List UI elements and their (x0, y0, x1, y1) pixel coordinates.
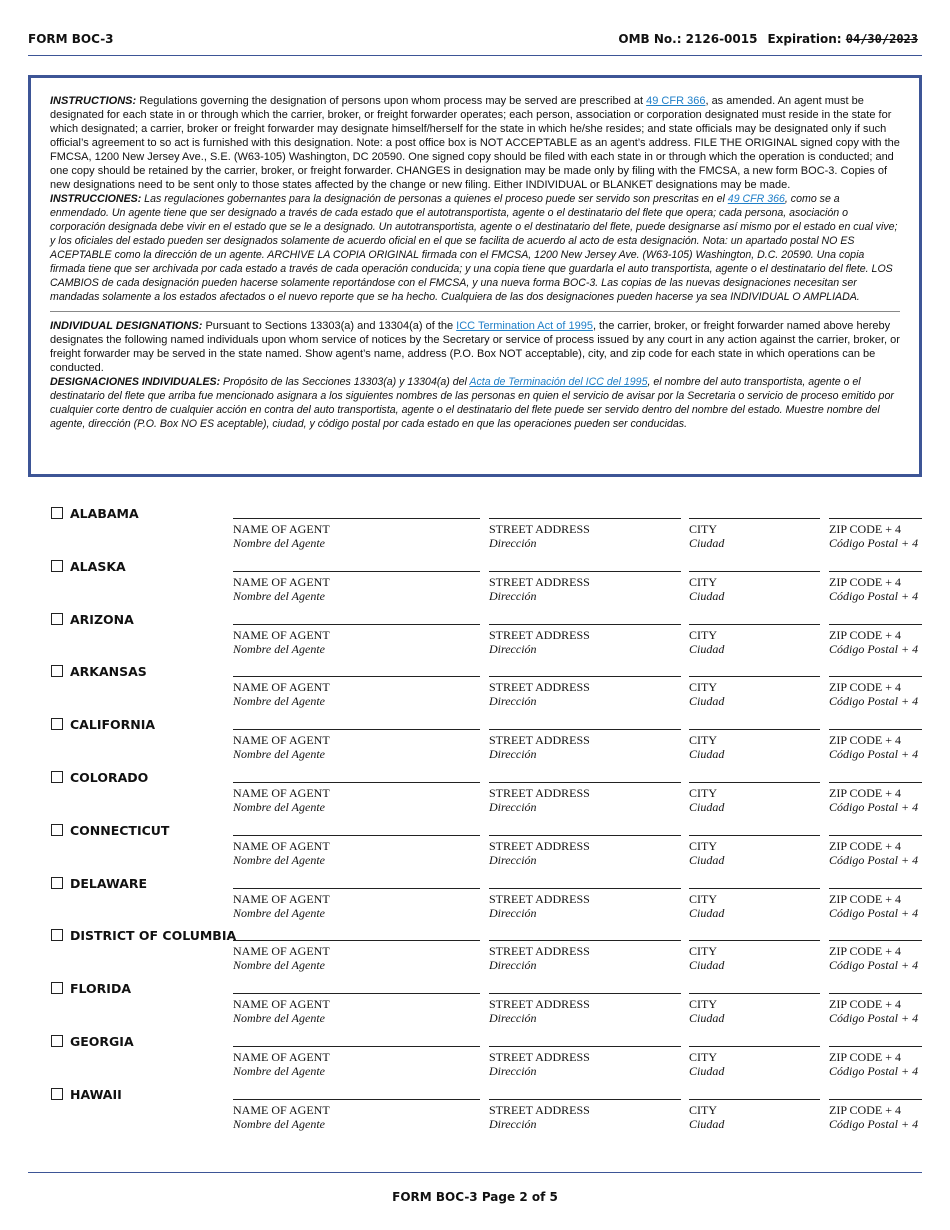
field-label: ZIP CODE + 4 (829, 733, 901, 748)
cfr-link[interactable]: 49 CFR 366 (646, 95, 706, 107)
instructions-en-text-cont: , as amended. An agent must be designated for each state in or through which the carrier, broker, or freight forwarder operates; each person, association or corporation designated must reside in the state for which designated; a carrier, broker or freight forwarder may designate himself/herself for the state in which he/she resides; and state officials may be designated only if such official’s agreement to so act is furnished with this designation. Note: a post office box is NOT ACCEPTABLE as an agent’s address. FILE THE ORIGINAL signed copy with the FMCSA, 1200 New Jersey Ave., S.E. (W63-105) Washington, DC 20590. One signed copy should be filed with each state in or through which the operation is conducted; and one copy should be retained by the carrier, broker, or freight forwarder. CHANGES in designation may be made only by filing with the FMCSA, a new form BOC-3. Copies of new designations need to be sent only to those states affected by the change or new filing. Either INDIVIDUAL or BLANKET designations may be made. (50, 95, 900, 191)
city-field[interactable] (689, 1046, 820, 1078)
field-label: CITY (689, 997, 717, 1012)
state-label: FLORIDA (70, 981, 132, 997)
state-checkbox[interactable] (51, 929, 63, 941)
field-label-es: Ciudad (689, 958, 725, 973)
zip-code-field[interactable] (829, 1099, 922, 1131)
page-header (28, 30, 922, 56)
street-address-field[interactable] (489, 676, 681, 708)
state-checkbox[interactable] (51, 613, 63, 625)
field-label-es: Dirección (489, 905, 537, 920)
zip-code-field[interactable] (829, 888, 922, 920)
street-address-field[interactable] (489, 940, 681, 972)
state-checkbox[interactable] (51, 824, 63, 836)
street-address-field[interactable] (489, 729, 681, 761)
agent-name-field[interactable] (233, 624, 480, 656)
agent-name-field[interactable] (233, 782, 480, 814)
field-label: STREET ADDRESS (489, 733, 590, 748)
state-row (28, 819, 922, 872)
state-checkbox[interactable] (51, 1035, 63, 1047)
state-row (28, 660, 922, 713)
instructions-es-heading: INSTRUCCIONES: (50, 193, 142, 205)
field-label: ZIP CODE + 4 (829, 1049, 901, 1064)
field-label-es: Dirección (489, 747, 537, 762)
state-label: ALABAMA (70, 506, 139, 521)
field-label-es: Ciudad (689, 1116, 725, 1131)
field-label: ZIP CODE + 4 (829, 522, 901, 536)
field-label-es: Código Postal + 4 (829, 747, 919, 762)
field-label-es: Dirección (489, 641, 537, 656)
street-address-field[interactable] (489, 1099, 681, 1131)
agent-name-field[interactable] (233, 1099, 480, 1131)
field-label: NAME OF AGENT (233, 574, 330, 589)
field-label: STREET ADDRESS (489, 627, 590, 642)
state-row (28, 502, 922, 555)
field-label: NAME OF AGENT (233, 1102, 330, 1117)
field-label: STREET ADDRESS (489, 1049, 590, 1064)
field-label-es: Dirección (489, 536, 537, 550)
instructions-box (28, 75, 922, 477)
individual-en (50, 319, 900, 375)
city-field[interactable] (689, 624, 820, 656)
state-checkbox[interactable] (51, 982, 63, 994)
city-field[interactable] (689, 1099, 820, 1131)
field-label: NAME OF AGENT (233, 680, 330, 695)
field-label: STREET ADDRESS (489, 680, 590, 695)
agent-name-field[interactable] (233, 888, 480, 920)
street-address-field[interactable] (489, 782, 681, 814)
instructions-en (50, 94, 900, 192)
field-label: ZIP CODE + 4 (829, 997, 901, 1012)
field-label-es: Nombre del Agente (233, 1063, 325, 1078)
city-field[interactable] (689, 993, 820, 1025)
field-label-es: Código Postal + 4 (829, 852, 919, 867)
field-label-es: Dirección (489, 799, 537, 814)
state-row (28, 1083, 922, 1136)
field-label: CITY (689, 1102, 717, 1117)
individual-es-heading: DESIGNACIONES INDIVIDUALES: (50, 376, 221, 388)
field-label: NAME OF AGENT (233, 785, 330, 800)
field-label: CITY (689, 733, 717, 748)
state-checkbox[interactable] (51, 560, 63, 572)
omb-expiration (618, 32, 918, 46)
field-label: ZIP CODE + 4 (829, 574, 901, 589)
state-label: ARKANSAS (70, 664, 147, 680)
field-label-es: Código Postal + 4 (829, 1116, 919, 1131)
agent-name-field[interactable] (233, 518, 480, 550)
state-checkbox[interactable] (51, 1088, 63, 1100)
field-label: STREET ADDRESS (489, 838, 590, 853)
field-label: CITY (689, 574, 717, 589)
field-label-es: Ciudad (689, 799, 725, 814)
zip-code-field[interactable] (829, 782, 922, 814)
state-label: DELAWARE (70, 875, 148, 891)
individual-es (50, 375, 900, 431)
field-label: STREET ADDRESS (489, 891, 590, 906)
field-label-es: Nombre del Agente (233, 536, 325, 550)
agent-name-field[interactable] (233, 1046, 480, 1078)
state-label: COLORADO (70, 769, 149, 785)
city-field[interactable] (689, 835, 820, 867)
field-label: NAME OF AGENT (233, 944, 330, 959)
field-label-es: Ciudad (689, 694, 725, 709)
page-footer: FORM BOC-3 Page 2 of 5 (392, 1190, 558, 1204)
field-label-es: Dirección (489, 1116, 537, 1131)
instructions-es-text-cont: , como se a enmendado. Un agente tiene que ser designado a través de cada estado que el autotransportista, agente o el destinatario del flete que opera; cada persona, asociación o corporación designada debe vivir en el estado que se le a designado. Un autotransportista, agente o el destinatario del flete, puede designarse así mismo por el estado en cual vive; y los oficiales del estado pueden ser designados solamente de acuerdo oficial en el que se facilita de acuerdo al acto de esta designación. Nota: un apartado postal NO ES ACEPTABLE como la dirección de un agente. ARCHIVE LA COPIA ORIGINAL firmada con el FMCSA, 1200 New Jersey Ave. (W63-105) Washington, D.C. 20590. Una copia firmada tiene que ser archivada por cada estado a través de cada operación conducida; y una copia tiene que guardarla el auto transportista, agente o el destinatario del flete. LOS CAMBIOS de cada designación pueden hacerse solamente reportándose con el FMCSA, y una nueva forma BOC-3. Las copias de las nuevas designaciones necesitan ser mandadas solamente a los estados afectados o el nuevo reporte que se ha hecho. Cualquiera de las dos designaciones pueden hacerse ya sea INDIVIDUAL O AMPLIADA. (50, 193, 898, 303)
field-label: ZIP CODE + 4 (829, 891, 901, 906)
city-field[interactable] (689, 676, 820, 708)
field-label-es: Dirección (489, 1011, 537, 1026)
zip-code-field[interactable] (829, 729, 922, 761)
field-label: NAME OF AGENT (233, 733, 330, 748)
icc-act-link[interactable]: ICC Termination Act of 1995 (456, 320, 593, 332)
field-label: NAME OF AGENT (233, 627, 330, 642)
expiration-date: 04/30/2023 (845, 32, 918, 46)
field-label: CITY (689, 891, 717, 906)
state-label: GEORGIA (70, 1033, 134, 1049)
field-label: CITY (689, 522, 717, 536)
state-checkbox[interactable] (51, 665, 63, 677)
field-label: ZIP CODE + 4 (829, 1102, 901, 1117)
field-label-es: Dirección (489, 588, 537, 603)
zip-code-field[interactable] (829, 624, 922, 656)
city-field[interactable] (689, 782, 820, 814)
city-field[interactable] (689, 729, 820, 761)
field-label-es: Ciudad (689, 1011, 725, 1026)
individual-en-heading: INDIVIDUAL DESIGNATIONS: (50, 320, 203, 332)
state-row (28, 1030, 922, 1083)
field-label-es: Nombre del Agente (233, 747, 325, 762)
state-row (28, 977, 922, 1030)
field-label: STREET ADDRESS (489, 997, 590, 1012)
state-checkbox[interactable] (51, 718, 63, 730)
form-id: FORM BOC-3 (28, 32, 114, 46)
state-row (28, 766, 922, 819)
field-label: ZIP CODE + 4 (829, 627, 901, 642)
street-address-field[interactable] (489, 1046, 681, 1078)
omb-number: OMB No.: 2126-0015 (618, 32, 758, 46)
field-label-es: Nombre del Agente (233, 905, 325, 920)
state-row (28, 608, 922, 661)
state-checkbox[interactable] (51, 877, 63, 889)
street-address-field[interactable] (489, 993, 681, 1025)
state-label: CALIFORNIA (70, 717, 156, 733)
field-label-es: Nombre del Agente (233, 958, 325, 973)
state-label: HAWAII (70, 1086, 122, 1102)
field-label: ZIP CODE + 4 (829, 785, 901, 800)
zip-code-field[interactable] (829, 518, 922, 550)
field-label-es: Nombre del Agente (233, 799, 325, 814)
expiration-label: Expiration: (767, 32, 842, 46)
agent-name-field[interactable] (233, 993, 480, 1025)
field-label-es: Ciudad (689, 852, 725, 867)
field-label: NAME OF AGENT (233, 891, 330, 906)
field-label: CITY (689, 944, 717, 959)
field-label: CITY (689, 785, 717, 800)
icc-act-link-es[interactable]: Acta de Terminación del ICC del 1995 (469, 376, 648, 388)
field-label: NAME OF AGENT (233, 522, 330, 536)
instructions-en-heading: INSTRUCTIONS: (50, 95, 137, 107)
state-label: DISTRICT OF COLUMBIA (70, 928, 237, 944)
zip-code-field[interactable] (829, 940, 922, 972)
cfr-link-es[interactable]: 49 CFR 366 (727, 193, 785, 205)
field-label-es: Dirección (489, 958, 537, 973)
street-address-field[interactable] (489, 888, 681, 920)
field-label-es: Ciudad (689, 588, 725, 603)
zip-code-field[interactable] (829, 1046, 922, 1078)
state-label: CONNECTICUT (70, 822, 170, 838)
field-label-es: Código Postal + 4 (829, 958, 919, 973)
street-address-field[interactable] (489, 835, 681, 867)
field-label-es: Ciudad (689, 1063, 725, 1078)
instructions-es (50, 192, 900, 304)
individual-es-text-cont: , el nombre del auto transportista, agente o el destinatario del flete que arriba fue mencionado asignara a los siguientes nombres de las personas en quien el servicio de avisar por la Secretaria o servicio de proceso emitido por cualquier corte dentro de cualquier acción en contra del auto transportista, agente o el destinatario del flete puede ser servido dentro del nombre del estado. Muestre nombre del agente, dirección (P.O. Box NO ES aceptable), ciudad, y código postal por cada estado en que las operaciones pueden ser conducidas. (50, 376, 894, 430)
city-field[interactable] (689, 571, 820, 603)
field-label-es: Nombre del Agente (233, 852, 325, 867)
field-label-es: Código Postal + 4 (829, 1063, 919, 1078)
field-label-es: Código Postal + 4 (829, 588, 919, 603)
state-checkbox[interactable] (51, 771, 63, 783)
divider (50, 311, 900, 312)
field-label-es: Nombre del Agente (233, 694, 325, 709)
field-label: STREET ADDRESS (489, 785, 590, 800)
agent-name-field[interactable] (233, 571, 480, 603)
field-label-es: Código Postal + 4 (829, 1011, 919, 1026)
state-label: ARIZONA (70, 611, 134, 627)
field-label: STREET ADDRESS (489, 522, 590, 536)
field-label: NAME OF AGENT (233, 1049, 330, 1064)
field-label-es: Nombre del Agente (233, 1116, 325, 1131)
field-label: ZIP CODE + 4 (829, 680, 901, 695)
field-label: NAME OF AGENT (233, 838, 330, 853)
state-row (28, 713, 922, 766)
city-field[interactable] (689, 940, 820, 972)
field-label-es: Código Postal + 4 (829, 694, 919, 709)
field-label-es: Ciudad (689, 641, 725, 656)
state-label: ALASKA (70, 558, 126, 574)
footer-rule (28, 1172, 922, 1173)
field-label: NAME OF AGENT (233, 997, 330, 1012)
field-label-es: Dirección (489, 1063, 537, 1078)
field-label-es: Ciudad (689, 905, 725, 920)
zip-code-field[interactable] (829, 676, 922, 708)
individual-es-text: Propósito de las Secciones 13303(a) y 13304(a) del (220, 376, 470, 388)
field-label-es: Código Postal + 4 (829, 641, 919, 656)
state-row (28, 872, 922, 925)
state-row (28, 924, 922, 977)
field-label: STREET ADDRESS (489, 1102, 590, 1117)
agent-name-field[interactable] (233, 729, 480, 761)
field-label-es: Código Postal + 4 (829, 905, 919, 920)
field-label-es: Ciudad (689, 747, 725, 762)
field-label: STREET ADDRESS (489, 574, 590, 589)
city-field[interactable] (689, 518, 820, 550)
field-label-es: Dirección (489, 852, 537, 867)
field-label-es: Ciudad (689, 536, 725, 550)
city-field[interactable] (689, 888, 820, 920)
field-label: CITY (689, 680, 717, 695)
field-label: CITY (689, 838, 717, 853)
field-label-es: Dirección (489, 694, 537, 709)
agent-name-field[interactable] (233, 835, 480, 867)
field-label: STREET ADDRESS (489, 944, 590, 959)
street-address-field[interactable] (489, 624, 681, 656)
individual-en-text: Pursuant to Sections 13303(a) and 13304(a) of the (202, 320, 457, 332)
zip-code-field[interactable] (829, 993, 922, 1025)
field-label-es: Código Postal + 4 (829, 799, 919, 814)
street-address-field[interactable] (489, 518, 681, 550)
zip-code-field[interactable] (829, 835, 922, 867)
instructions-en-text: Regulations governing the designation of persons upon whom process may be served are prescribed at (136, 95, 647, 107)
state-designation-list (28, 502, 922, 1136)
field-label: CITY (689, 1049, 717, 1064)
state-checkbox[interactable] (51, 507, 63, 519)
street-address-field[interactable] (489, 571, 681, 603)
zip-code-field[interactable] (829, 571, 922, 603)
field-label: ZIP CODE + 4 (829, 944, 901, 959)
state-row (28, 555, 922, 608)
field-label: ZIP CODE + 4 (829, 838, 901, 853)
agent-name-field[interactable] (233, 940, 480, 972)
field-label: CITY (689, 627, 717, 642)
individual-en-text-cont: , the carrier, broker, or freight forwarder named above hereby designates the following named individuals upon whom service of notices by the Secretary or service of process issued by any court in any action against the carrier, broker, or freight forwarder may be served in the state named. Show agent’s name, address (P.O. Box NOT acceptable), city, and zip code for each state in which operations can be conducted. (50, 320, 900, 374)
field-label-es: Código Postal + 4 (829, 536, 919, 550)
field-label-es: Nombre del Agente (233, 1011, 325, 1026)
field-label-es: Nombre del Agente (233, 641, 325, 656)
field-label-es: Nombre del Agente (233, 588, 325, 603)
instructions-es-text: Las regulaciones gobernantes para la designación de personas a quienes el proceso puede ser servido son prescritas en el (141, 193, 728, 205)
agent-name-field[interactable] (233, 676, 480, 708)
